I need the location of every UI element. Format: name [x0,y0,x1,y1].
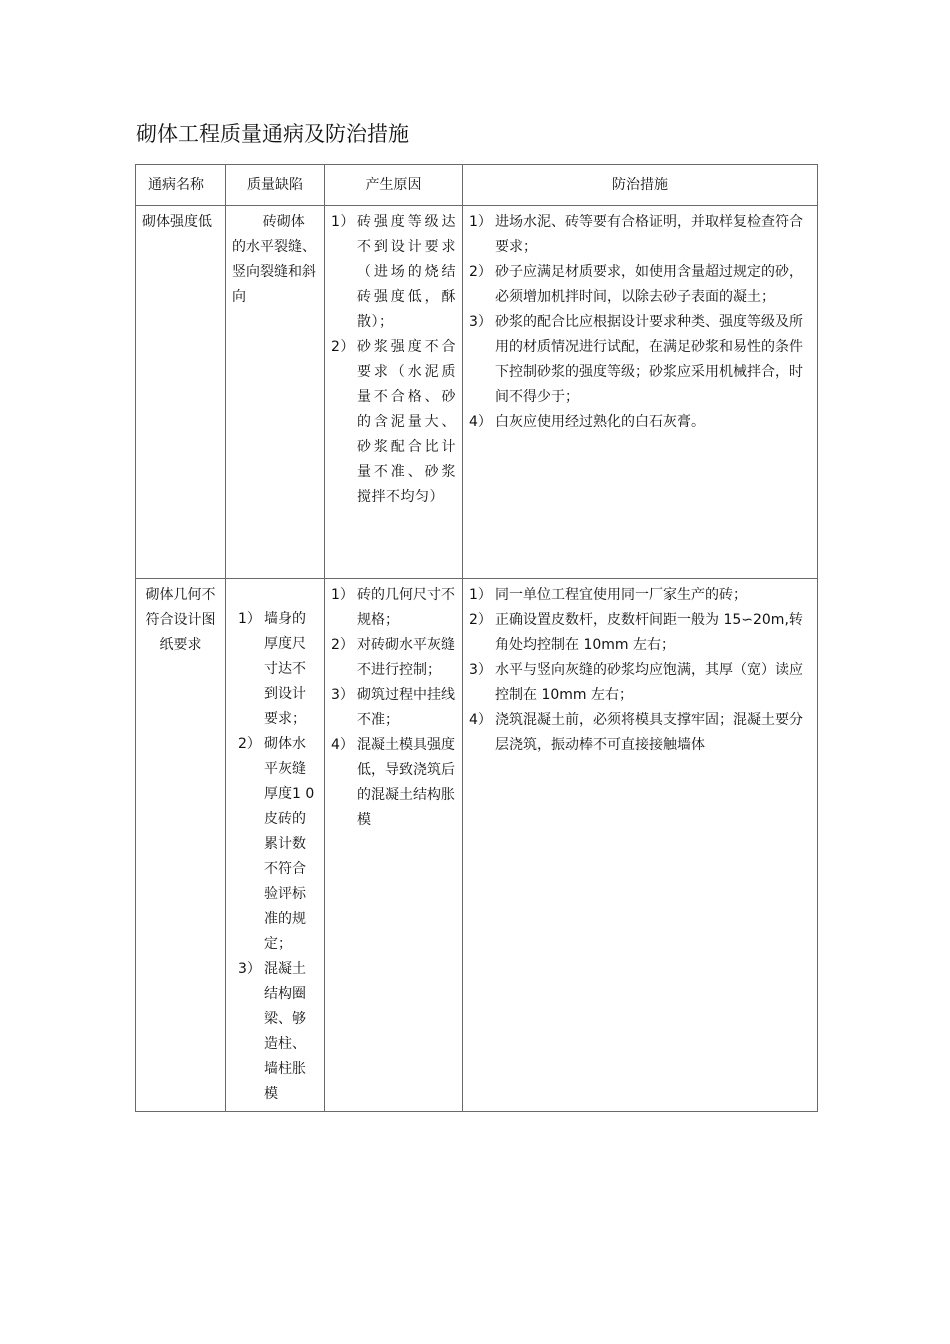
item-text: 墙身的厚度尺寸达不到设计要求； [264,611,306,727]
item-number: 4） [469,712,492,728]
table-header-row [136,165,818,206]
item-text: 进场水泥、砖等要有合格证明，并取样复检查符合要求； [495,214,803,255]
item-text: 水平与竖向灰缝的砂浆均应饱满，其厚（宽）读应控制在 10mm 左右； [495,662,803,703]
item-number: 3） [331,687,354,703]
list-item [331,683,456,733]
item-number: 3） [238,961,261,977]
list-item [331,583,456,633]
defect-name: 砌体几何不符合设计图纸要求 [145,587,216,653]
item-text: 白灰应使用经过熟化的白石灰膏。 [495,414,705,430]
measure-list [469,583,811,758]
item-number: 1） [331,214,355,230]
list-item [238,732,318,957]
item-text: 正确设置皮数杆，皮数杆间距一般为 15∽20m,转角处均控制在 10mm 左右； [495,612,803,653]
defect-name-cell [136,579,226,1112]
measure-list [469,210,811,435]
list-item [469,210,811,260]
list-item [469,410,811,435]
list-item [331,633,456,683]
item-text: 混凝土模具强度低，导致浇筑后的混凝土结构胀模 [357,737,455,828]
item-text: 砂子应满足材质要求，如使用含量超过规定的砂，必须增加机拌时间，以除去砂子表面的凝土； [495,264,803,305]
item-number: 2） [331,339,355,355]
measure-cell [463,579,818,1112]
table-row [136,206,818,579]
item-number: 3） [469,662,492,678]
item-number: 2） [238,736,261,752]
item-text: 对砖砌水平灰缝不进行控制； [357,637,455,678]
header-cause: 产生原因 [325,165,463,206]
item-text: 砂浆的配合比应根据设计要求种类、强度等级及所用的材质情况进行试配，在满足砂浆和易性的条件下控制砂浆的强度等级；砂浆应采用机械拌合，时间不得少于； [495,314,803,405]
cause-cell [325,579,463,1112]
item-number: 1） [331,587,354,603]
item-number: 1） [238,611,261,627]
page-title: 砌体工程质量通病及防治措施 [136,122,409,146]
table-row [136,579,818,1112]
item-number: 1） [469,587,492,603]
measure-cell [463,206,818,579]
list-item [469,583,811,608]
list-item [469,310,811,410]
header-defect: 质量缺陷 [226,165,325,206]
item-text: 砌体水平灰缝厚度1 0皮砖的累计数不符合验评标准的规定； [264,736,315,952]
list-item [469,260,811,310]
list-item [331,733,456,833]
item-number: 1） [469,214,492,230]
header-name: 通病名称 [136,165,226,206]
defect-list [232,607,318,1107]
defect-name-cell [136,206,226,579]
header-measure: 防治措施 [463,165,818,206]
cause-list [331,583,456,833]
defects-table [135,164,818,1112]
item-number: 2） [469,264,492,280]
item-text: 砂浆强度不合要求（水泥质量不合格、砂的含泥量大、砂浆配合比计量不准、砂浆搅拌不均匀） [357,339,456,505]
cause-cell [325,206,463,579]
defect-name: 砌体强度低 [142,214,212,230]
list-item [238,957,318,1107]
list-item [331,210,456,335]
item-text: 砖强度等级达不到设计要求（进场的烧结砖强度低，酥散）； [357,214,456,330]
item-text: 砌筑过程中挂线不准； [357,687,455,728]
item-text: 同一单位工程宜使用同一厂家生产的砖； [495,587,747,603]
list-item [469,608,811,658]
defect-description-cell [226,206,325,579]
defect-description-cell [226,579,325,1112]
defect-description: 砖砌体的水平裂缝、竖向裂缝和斜向 [232,214,316,305]
list-item [469,658,811,708]
list-item [469,708,811,758]
item-text: 砖的几何尺寸不规格； [357,587,455,628]
item-number: 3） [469,314,492,330]
item-text: 浇筑混凝土前，必须将模具支撑牢固；混凝土要分层浇筑，振动棒不可直接接触墙体 [495,712,803,753]
item-number: 2） [469,612,492,628]
item-text: 混凝土结构圈梁、够造柱、墙柱胀模 [264,961,306,1102]
item-number: 4） [469,414,492,430]
cause-list [331,210,456,510]
list-item [331,335,456,510]
item-number: 4） [331,737,354,753]
item-number: 2） [331,637,354,653]
list-item [238,607,318,732]
